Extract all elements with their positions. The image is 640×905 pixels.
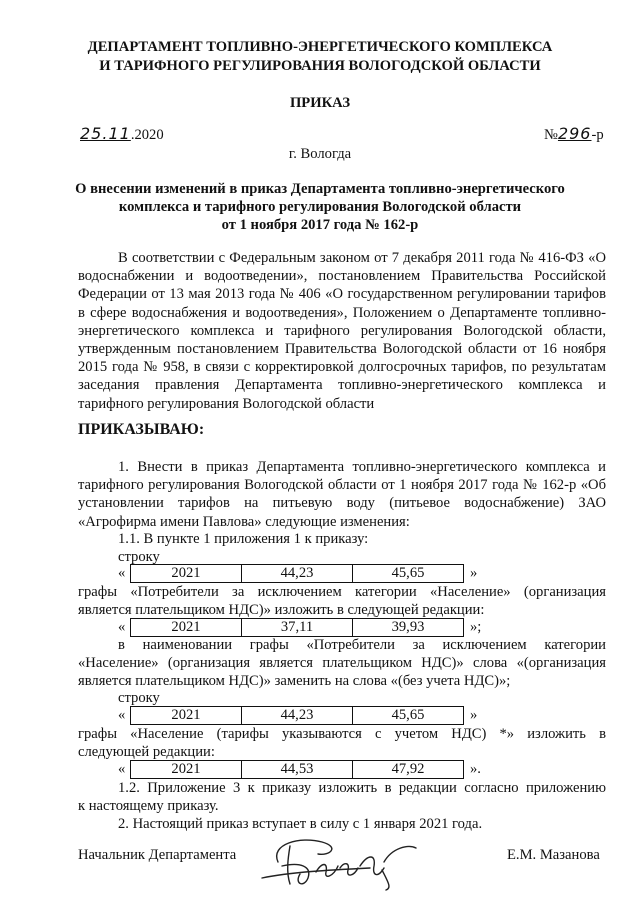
document-date bbox=[80, 125, 164, 144]
cell-value-1: 44,23 bbox=[242, 565, 353, 582]
table-row bbox=[130, 706, 464, 725]
signatory-name: Е.М. Мазанова bbox=[507, 847, 600, 863]
cell-value-2: 47,92 bbox=[391, 761, 425, 777]
cell-value-2: 45,65 bbox=[391, 565, 425, 581]
item-1-2-line2: к настоящему приказу. bbox=[78, 798, 219, 814]
close-quote: ». bbox=[470, 761, 481, 777]
table-row bbox=[130, 618, 464, 637]
cell-value-1: 44,23 bbox=[242, 707, 353, 724]
order-word: ПРИКАЗЫВАЮ: bbox=[78, 421, 205, 438]
signature-icon bbox=[260, 832, 420, 892]
city: г. Вологда bbox=[288, 146, 352, 162]
title-line3: от 1 ноября 2017 года № 162-р bbox=[221, 217, 419, 233]
open-quote: « bbox=[118, 707, 126, 723]
table-row bbox=[130, 564, 464, 583]
text-b1: в наименовании графы «Потребители за исключением категории bbox=[118, 637, 606, 653]
row-label-2: строку bbox=[118, 690, 160, 706]
item-1-2-line1: 1.2. Приложение 3 к приказу изложить в редакции согласно приложению bbox=[118, 780, 606, 796]
number-prefix: № bbox=[544, 127, 558, 143]
cell-value-2: 39,93 bbox=[391, 619, 425, 635]
cell-year: 2021 bbox=[131, 565, 242, 582]
close-quote: » bbox=[470, 707, 478, 723]
text-c2: следующей редакции: bbox=[78, 744, 215, 760]
department-name-line1: ДЕПАРТАМЕНТ ТОПЛИВНО-ЭНЕРГЕТИЧЕСКОГО КОМПЛЕКСА bbox=[87, 39, 553, 55]
signatory-position: Начальник Департамента bbox=[78, 847, 237, 863]
title-line1: О внесении изменений в приказ Департамента топливно-энергетического bbox=[75, 181, 565, 197]
close-quote: »; bbox=[470, 619, 482, 635]
table-row bbox=[130, 760, 464, 779]
close-quote: » bbox=[470, 565, 478, 581]
row-label-1: строку bbox=[118, 549, 160, 565]
cell-value-2: 45,65 bbox=[391, 707, 425, 723]
text-a1: графы «Потребители за исключением категории «Население» (организация bbox=[78, 584, 606, 600]
cell-year: 2021 bbox=[131, 619, 242, 636]
cell-year: 2021 bbox=[131, 707, 242, 724]
date-year: .2020 bbox=[130, 127, 164, 143]
document-type: ПРИКАЗ bbox=[289, 95, 351, 111]
title-line2: комплекса и тарифного регулирования Вологодской области bbox=[118, 199, 522, 215]
open-quote: « bbox=[118, 565, 126, 581]
text-a2: является плательщиком НДС)» изложить в следующей редакции: bbox=[78, 602, 485, 618]
handwritten-date: 25.11 bbox=[80, 124, 131, 143]
item-2: 2. Настоящий приказ вступает в силу с 1 января 2021 года. bbox=[118, 816, 483, 832]
document-number bbox=[544, 125, 604, 144]
open-quote: « bbox=[118, 761, 126, 777]
cell-year: 2021 bbox=[131, 761, 242, 778]
item-1-1: 1.1. В пункте 1 приложения 1 к приказу: bbox=[118, 531, 369, 547]
cell-value-1: 37,11 bbox=[242, 619, 353, 636]
cell-value-1: 44,53 bbox=[242, 761, 353, 778]
handwritten-number: 296 bbox=[557, 124, 592, 143]
text-b3: является плательщиком НДС)» заменить на слова «(без учета НДС)»; bbox=[78, 673, 511, 689]
text-b2: «Население» (организация является плательщиком НДС)» слова «(организация bbox=[78, 655, 606, 671]
item-1: 1. Внести в приказ Департамента топливно-энергетического комплекса и тарифного регулирования Вологодской области от 1 ноября 2017 года № 162-р «Об установлении тарифов на питьевую воду (питьевое водоснабжение) ЗАО «Агрофирма имени Павлова» следующие изменения: bbox=[78, 459, 606, 530]
text-c1: графы «Население (тарифы указываются с учетом НДС) *» изложить в bbox=[78, 726, 606, 742]
number-suffix: -р bbox=[591, 127, 604, 143]
open-quote: « bbox=[118, 619, 126, 635]
department-name-line2: И ТАРИФНОГО РЕГУЛИРОВАНИЯ ВОЛОГОДСКОЙ ОБЛАСТИ bbox=[99, 58, 541, 74]
preamble: В соответствии с Федеральным законом от 7 декабря 2011 года № 416-ФЗ «О водоснабжении и водоотведении», постановлением Правительства Российской Федерации от 13 мая 2013 года № 406 «О государственном регулировании тарифов в сфере водоснабжения и водоотведения», Положением о Департаменте топливно-энергетического комплекса и тарифного регулирования Вологодской области, утвержденным постановлением Правительства Вологодской области от 16 ноября 2015 года № 958, в связи с корректировкой долгосрочных тарифов, по результатам заседания правления Департамента топливно-энергетического комплекса и тарифного регулирования Вологодской области bbox=[78, 250, 606, 412]
